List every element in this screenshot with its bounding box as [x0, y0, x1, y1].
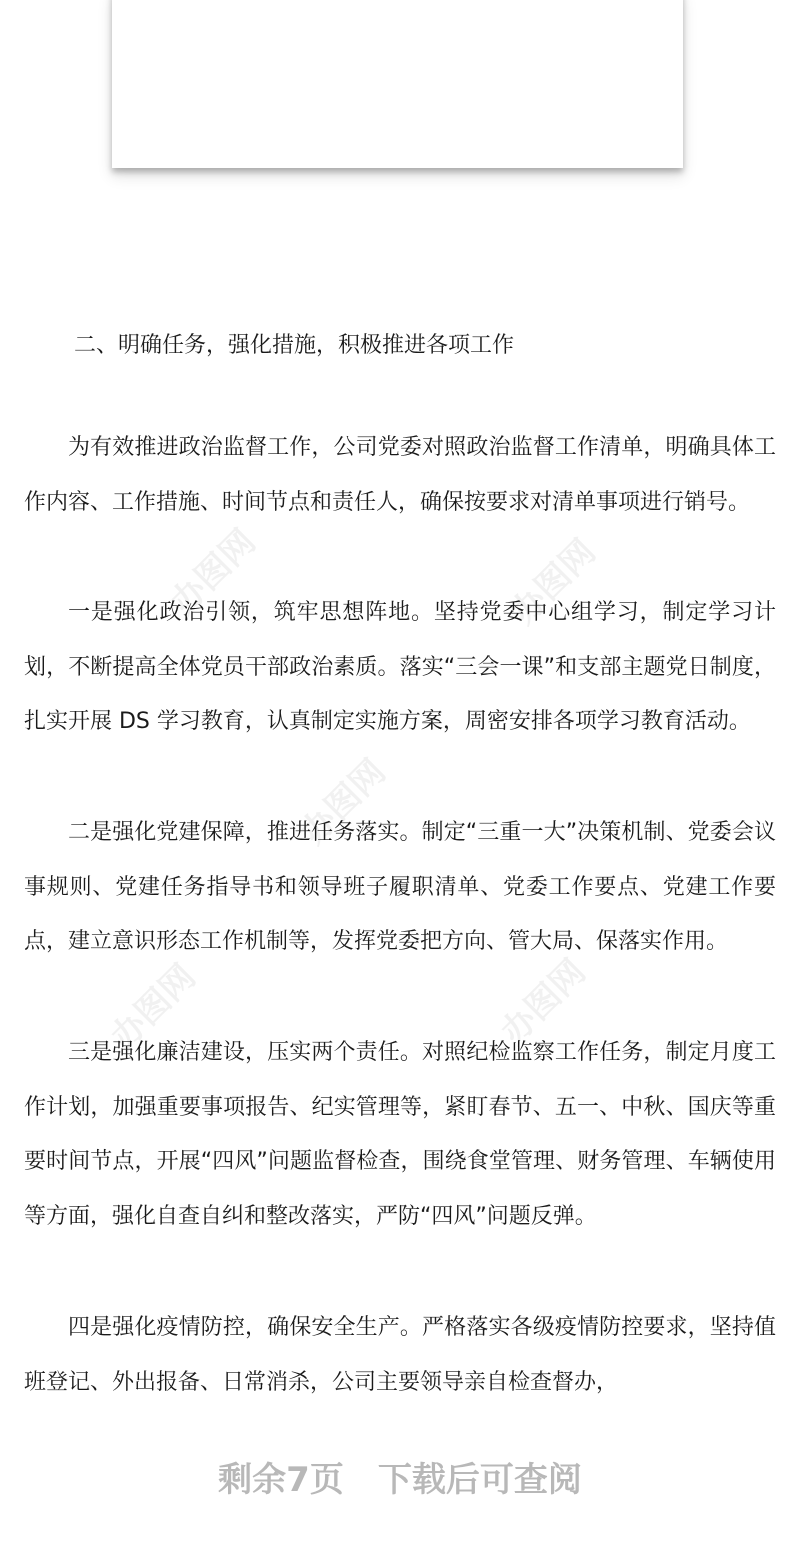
- watermark: 办图网: [493, 951, 594, 1053]
- watermark: 办图网: [163, 521, 264, 623]
- paragraph-text: 一是强化政治引领，筑牢思想阵地。坚持党委中心组学习，制定学习计划，不断提高全体党员干部政治素质。落实“三会一课”和支部主题党日制度，扎实开展 DS 学习教育，认真制定实施方案，周密安排各项学习教育活动。: [24, 600, 776, 735]
- download-prompt[interactable]: [0, 1452, 800, 1501]
- paragraph-text: 三是强化廉洁建设，压实两个责任。对照纪检监察工作任务，制定月度工作计划，加强重要事项报告、纪实管理等，紧盯春节、五一、中秋、国庆等重要时间节点，开展“四风”问题监督检查，围绕食堂管理、财务管理、车辆使用等方面，强化自查自纠和整改落实，严防“四风”问题反弹。: [24, 1040, 776, 1229]
- watermark: 办图网: [103, 956, 204, 1058]
- section-heading: 二、明确任务，强化措施，积极推进各项工作: [74, 333, 515, 358]
- watermark: 办图网: [293, 751, 394, 853]
- paragraph-text: 为有效推进政治监督工作，公司党委对照政治监督工作清单，明确具体工作内容、工作措施、时间节点和责任人，确保按要求对清单事项进行销号。: [24, 435, 776, 515]
- body-paragraph-5: [24, 1301, 776, 1410]
- paragraph-text: 四是强化疫情防控，确保安全生产。严格落实各级疫情防控要求，坚持值班登记、外出报备、日常消杀，公司主要领导亲自检查督办，: [24, 1315, 776, 1395]
- body-paragraph-1: [24, 421, 776, 530]
- watermark: 办图网: [503, 531, 604, 633]
- body-paragraph-4: [24, 1026, 776, 1244]
- remaining-pages-label: 剩余7页: [218, 1460, 344, 1500]
- body-paragraph-2: [24, 586, 776, 750]
- body-paragraph-3: [24, 806, 776, 970]
- document-page-preview: [112, 0, 683, 168]
- download-to-view-label[interactable]: 下载后可查阅: [377, 1460, 582, 1500]
- paragraph-text: 二是强化党建保障，推进任务落实。制定“三重一大”决策机制、党委会议事规则、党建任务指导书和领导班子履职清单、党委工作要点、党建工作要点，建立意识形态工作机制等，发挥党委把方向、管大局、保落实作用。: [24, 820, 776, 955]
